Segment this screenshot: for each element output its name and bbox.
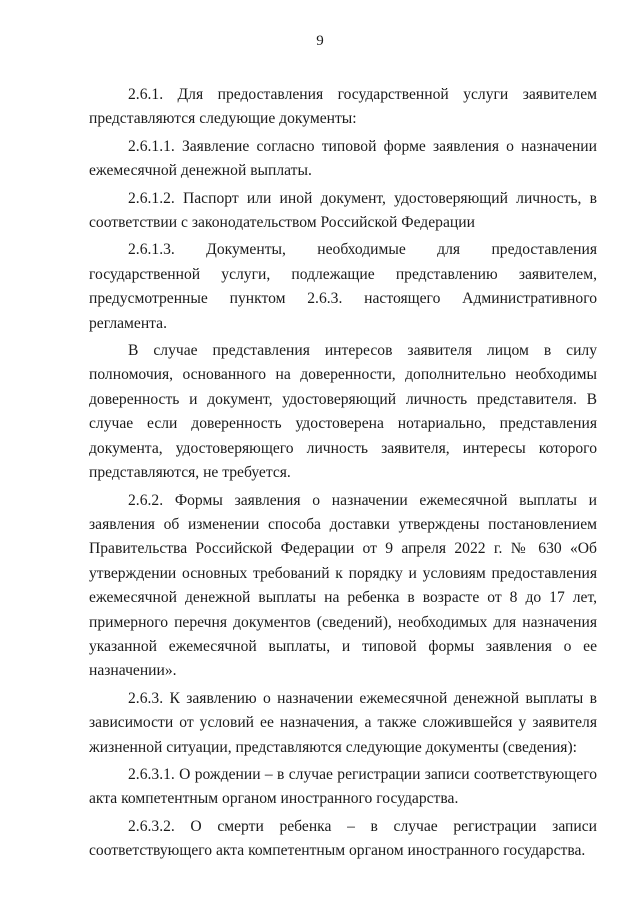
paragraph-2-6-2: 2.6.2. Формы заявления о назначении ежемесячной выплаты и заявления об изменении способа доставки утверждены постановлением Правительства Российской Федерации от 9 апреля 2022 г. № 630 «Об утверждении основных требований к порядку и условиям предоставления ежемесячной денежной выплаты на ребенка в возрасте от 8 до 17 лет, примерного перечня документов (сведений), необходимых для назначения указанной ежемесячной выплаты, и типовой формы заявления о ее назначении». [89, 491, 597, 680]
paragraph-2-6-3-2: 2.6.3.2. О смерти ребенка – в случае регистрации записи соответствующего акта компетентным органом иностранного государства. [89, 817, 597, 860]
paragraph-2-6-1: 2.6.1. Для предоставления государственной услуги заявителем представляются следующие документы: [89, 86, 597, 128]
page-number: 9 [316, 33, 324, 49]
paragraph-2-6-1-2: 2.6.1.2. Паспорт или иной документ, удостоверяющий личность, в соответствии с законодательством Российской Федерации [89, 189, 597, 232]
paragraph-representation: В случае представления интересов заявителя лицом в силу полномочия, основанного на доверенности, дополнительно необходимы доверенность и документ, удостоверяющий личность представителя. В случае если доверенность удостоверена нотариально, представления документа, удостоверяющего личность заявителя, интересы которого представляются, не требуется. [89, 342, 597, 482]
paragraph-2-6-3: 2.6.3. К заявлению о назначении ежемесячной денежной выплаты в зависимости от условий ее назначения, а также сложившейся у заявителя жизненной ситуации, представляются следующие документы (сведения): [89, 689, 597, 756]
paragraph-2-6-1-3: 2.6.1.3. Документы, необходимые для предоставления государственной услуги, подлежащие представлению заявителем, предусмотренные пунктом 2.6.3. настоящего Административного регламента. [89, 241, 597, 332]
document-body [89, 83, 597, 867]
paragraph-2-6-3-1: 2.6.3.1. О рождении – в случае регистрации записи соответствующего акта компетентным органом иностранного государства. [89, 765, 597, 808]
paragraph-2-6-1-1: 2.6.1.1. Заявление согласно типовой форме заявления о назначении ежемесячной денежной выплаты. [89, 137, 597, 180]
